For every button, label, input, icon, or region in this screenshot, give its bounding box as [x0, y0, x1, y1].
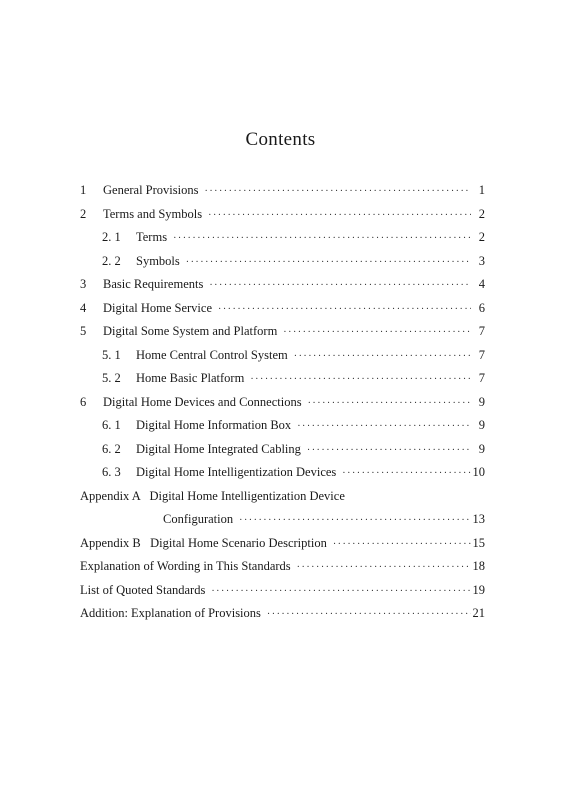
page-title: Contents [245, 129, 316, 150]
toc-entry-title: Digital Home Service [103, 300, 212, 315]
toc-entry-title: Terms [136, 230, 168, 244]
toc-entry-page: 7 [478, 347, 485, 362]
dot-leader [186, 251, 471, 275]
toc-entry-information-box[interactable] [80, 414, 485, 438]
toc-entry-title: Symbols [136, 253, 180, 268]
toc-entry-basic-requirements[interactable] [80, 273, 485, 297]
dot-leader [208, 204, 471, 228]
toc-entry-page: 21 [472, 606, 485, 620]
toc-entry-number: 2 [80, 206, 87, 221]
toc-entry-title: Configuration [163, 512, 234, 526]
toc-entry-quoted-standards[interactable] [80, 579, 485, 603]
toc-entry-page: 7 [478, 324, 485, 338]
dot-leader [297, 415, 471, 439]
toc-entry-title: Digital Home Information Box [136, 418, 292, 432]
toc-entry-system-and-platform[interactable] [80, 320, 485, 344]
toc-entry-number: 6. 3 [102, 465, 121, 479]
toc-entry-title: Digital Home Integrated Cabling [136, 441, 301, 456]
toc-entry-home-central-control-system[interactable] [80, 344, 485, 368]
dot-leader [267, 603, 471, 627]
toc-entry-number: 1 [80, 183, 87, 197]
toc-entry-page: 2 [478, 230, 485, 244]
toc-entry-title: Appendix A Digital Home Intelligentization Device [80, 488, 345, 503]
dot-leader [211, 580, 471, 604]
toc-entry-title: Home Basic Platform [136, 371, 245, 385]
toc-entry-explanation-of-wording[interactable] [80, 555, 485, 579]
toc-entry-page: 1 [478, 183, 485, 197]
toc-entry-page: 6 [478, 300, 485, 315]
toc-entry-terms-and-symbols[interactable] [80, 203, 485, 227]
toc-entry-devices-and-connections[interactable] [80, 391, 485, 415]
dot-leader [333, 533, 471, 557]
toc-entry-number: 2. 1 [102, 230, 121, 244]
toc-entry-title: Digital Home Intelligentization Devices [136, 465, 337, 479]
toc-entry-title: Home Central Control System [136, 347, 288, 362]
toc-entry-number: 2. 2 [102, 253, 121, 268]
toc-entry-page: 9 [478, 394, 485, 409]
toc-entry-title: Digital Home Devices and Connections [103, 394, 302, 409]
toc-entry-symbols[interactable] [80, 250, 485, 274]
toc-entry-number: 6. 1 [102, 418, 121, 432]
dot-leader [297, 556, 471, 580]
toc-entry-intelligentization-devices[interactable] [80, 461, 485, 485]
toc-entry-title: Appendix B Digital Home Scenario Description [80, 535, 327, 550]
toc-entry-page: 15 [472, 535, 485, 550]
toc-entry-number: 3 [80, 277, 87, 291]
toc-entry-title: List of Quoted Standards [80, 582, 206, 597]
toc-entry-appendix-b[interactable] [80, 532, 485, 556]
dot-leader [308, 392, 471, 416]
toc-entry-number: 6 [80, 394, 87, 409]
toc-entry-digital-home-service[interactable] [80, 297, 485, 321]
dot-leader [250, 368, 471, 392]
toc-entry-title: Digital Some System and Platform [103, 324, 278, 338]
dot-leader [173, 227, 471, 251]
dot-leader [239, 509, 471, 533]
toc-entry-page: 19 [472, 582, 485, 597]
toc-entry-home-basic-platform[interactable] [80, 367, 485, 391]
toc-entry-terms[interactable] [80, 226, 485, 250]
table-of-contents [80, 179, 485, 626]
toc-entry-page: 7 [478, 371, 485, 385]
toc-entry-title: Explanation of Wording in This Standards [80, 559, 291, 573]
dot-leader [204, 180, 471, 204]
toc-entry-title: General Provisions [103, 183, 199, 197]
toc-entry-page: 18 [472, 559, 485, 573]
toc-entry-page: 10 [472, 465, 485, 479]
dot-leader [342, 462, 471, 486]
dot-leader [294, 345, 471, 369]
dot-leader [283, 321, 471, 345]
toc-entry-title: Addition: Explanation of Provisions [80, 606, 261, 620]
toc-entry-general-provisions[interactable] [80, 179, 485, 203]
toc-entry-title: Basic Requirements [103, 277, 204, 291]
toc-entry-number: 5 [80, 324, 87, 338]
toc-entry-page: 13 [472, 512, 485, 526]
toc-entry-number: 5. 2 [102, 371, 121, 385]
toc-entry-page: 9 [478, 418, 485, 432]
toc-entry-number: 5. 1 [102, 347, 121, 362]
toc-entry-title: Terms and Symbols [103, 206, 203, 221]
toc-entry-page: 2 [478, 206, 485, 221]
toc-entry-page: 4 [478, 277, 485, 291]
toc-entry-appendix-a-continued[interactable] [80, 508, 485, 532]
dot-leader [218, 298, 471, 322]
toc-entry-appendix-a[interactable] [80, 485, 485, 509]
toc-entry-number: 6. 2 [102, 441, 121, 456]
toc-entry-integrated-cabling[interactable] [80, 438, 485, 462]
toc-entry-number: 4 [80, 300, 87, 315]
dot-leader [209, 274, 471, 298]
toc-entry-explanation-of-provisions[interactable] [80, 602, 485, 626]
dot-leader [307, 439, 471, 463]
toc-entry-page: 9 [478, 441, 485, 456]
toc-entry-page: 3 [478, 253, 485, 268]
